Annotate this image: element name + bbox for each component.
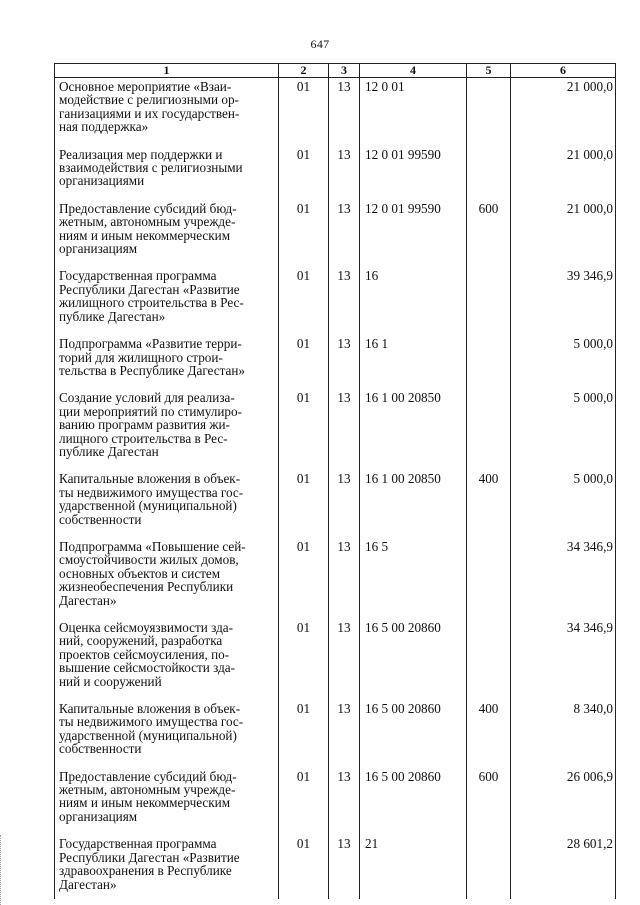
table-body — [55, 78, 616, 899]
section-code-cell: 01 — [279, 823, 329, 899]
target-article-cell: 16 5 — [360, 526, 467, 607]
amount-cell: 26 006,9 — [511, 756, 616, 824]
target-article-cell: 12 0 01 99590 — [360, 134, 467, 188]
section-code-cell: 01 — [279, 756, 329, 824]
amount-cell: 5 000,0 — [511, 458, 616, 526]
table-row — [55, 607, 616, 688]
section-code-cell: 01 — [279, 526, 329, 607]
column-header: 5 — [467, 64, 511, 78]
table-row — [55, 688, 616, 756]
section-code-cell: 01 — [279, 688, 329, 756]
subsection-code-cell: 13 — [329, 323, 360, 377]
target-article-cell: 16 — [360, 255, 467, 323]
expense-type-cell — [467, 134, 511, 188]
expense-type-cell: 400 — [467, 458, 511, 526]
amount-cell: 28 601,2 — [511, 823, 616, 899]
amount-cell: 21 000,0 — [511, 134, 616, 188]
target-article-cell: 16 5 00 20860 — [360, 688, 467, 756]
subsection-code-cell: 13 — [329, 823, 360, 899]
section-code-cell: 01 — [279, 377, 329, 458]
column-header: 6 — [511, 64, 616, 78]
expense-type-cell — [467, 255, 511, 323]
expense-type-cell: 600 — [467, 188, 511, 256]
expense-type-cell: 400 — [467, 688, 511, 756]
target-article-cell: 16 1 — [360, 323, 467, 377]
subsection-code-cell: 13 — [329, 756, 360, 824]
header-row — [55, 64, 616, 78]
table-row — [55, 134, 616, 188]
expense-type-cell — [467, 607, 511, 688]
target-article-cell: 16 5 00 20860 — [360, 756, 467, 824]
table-row — [55, 756, 616, 824]
subsection-code-cell: 13 — [329, 526, 360, 607]
amount-cell: 34 346,9 — [511, 607, 616, 688]
column-header: 4 — [360, 64, 467, 78]
column-header: 3 — [329, 64, 360, 78]
row-name-cell: Оценка сейсмоуязвимости зда- ний, сооружений, разработка проектов сейсмоусиления, по- вышение сейсмостойкости зда- ний и сооружений — [55, 607, 279, 688]
amount-cell: 8 340,0 — [511, 688, 616, 756]
table-row — [55, 823, 616, 899]
row-name-cell: Государственная программа Республики Дагестан «Развитие жилищного строительства в Рес- публике Дагестан» — [55, 255, 279, 323]
amount-cell: 5 000,0 — [511, 323, 616, 377]
amount-cell: 34 346,9 — [511, 526, 616, 607]
subsection-code-cell: 13 — [329, 134, 360, 188]
table-row — [55, 255, 616, 323]
table-row — [55, 458, 616, 526]
section-code-cell: 01 — [279, 458, 329, 526]
row-name-cell: Предоставление субсидий бюд- жетным, автономным учрежде- ниям и иным некоммерческим организациям — [55, 188, 279, 256]
subsection-code-cell: 13 — [329, 255, 360, 323]
page-number: 647 — [310, 37, 330, 51]
table-row — [55, 78, 616, 134]
target-article-cell: 16 5 00 20860 — [360, 607, 467, 688]
section-code-cell: 01 — [279, 323, 329, 377]
amount-cell: 39 346,9 — [511, 255, 616, 323]
section-code-cell: 01 — [279, 607, 329, 688]
row-name-cell: Создание условий для реализа- ции мероприятий по стимулиро- ванию программ развития жи- лищного строительства в Рес- публике Дагестан — [55, 377, 279, 458]
table-row — [55, 188, 616, 256]
subsection-code-cell: 13 — [329, 188, 360, 256]
amount-cell: 21 000,0 — [511, 78, 616, 134]
expense-type-cell: 600 — [467, 756, 511, 824]
amount-cell: 21 000,0 — [511, 188, 616, 256]
expense-type-cell — [467, 323, 511, 377]
section-code-cell: 01 — [279, 188, 329, 256]
target-article-cell: 12 0 01 — [360, 78, 467, 134]
budget-table — [54, 63, 616, 899]
subsection-code-cell: 13 — [329, 78, 360, 134]
row-name-cell: Государственная программа Республики Дагестан «Развитие здравоохранения в Республике Дагестан» — [55, 823, 279, 899]
subsection-code-cell: 13 — [329, 607, 360, 688]
row-name-cell: Капитальные вложения в объек- ты недвижимого имущества гос- ударственной (муниципальной) собственности — [55, 688, 279, 756]
subsection-code-cell: 13 — [329, 377, 360, 458]
row-name-cell: Основное мероприятие «Взаи- модействие с религиозными ор- ганизациями и их государствен- ная поддержка» — [55, 78, 279, 134]
target-article-cell: 12 0 01 99590 — [360, 188, 467, 256]
expense-type-cell — [467, 823, 511, 899]
column-header: 2 — [279, 64, 329, 78]
amount-cell: 5 000,0 — [511, 377, 616, 458]
table-row — [55, 377, 616, 458]
table-row — [55, 526, 616, 607]
expense-type-cell — [467, 377, 511, 458]
row-name-cell: Реализация мер поддержки и взаимодействия с религиозными организациями — [55, 134, 279, 188]
section-code-cell: 01 — [279, 78, 329, 134]
target-article-cell: 16 1 00 20850 — [360, 377, 467, 458]
column-header: 1 — [55, 64, 279, 78]
expense-type-cell — [467, 526, 511, 607]
scan-edge-mark — [0, 835, 9, 905]
target-article-cell: 16 1 00 20850 — [360, 458, 467, 526]
row-name-cell: Подпрограмма «Развитие терри- торий для жилищного строи- тельства в Республике Дагестан» — [55, 323, 279, 377]
row-name-cell: Предоставление субсидий бюд- жетным, автономным учрежде- ниям и иным некоммерческим организациям — [55, 756, 279, 824]
target-article-cell: 21 — [360, 823, 467, 899]
table-row — [55, 323, 616, 377]
row-name-cell: Капитальные вложения в объек- ты недвижимого имущества гос- ударственной (муниципальной) собственности — [55, 458, 279, 526]
row-name-cell: Подпрограмма «Повышение сей- смоустойчивости жилых домов, основных объектов и систем жизнеобеспечения Республики Дагестан» — [55, 526, 279, 607]
expense-type-cell — [467, 78, 511, 134]
section-code-cell: 01 — [279, 134, 329, 188]
subsection-code-cell: 13 — [329, 458, 360, 526]
section-code-cell: 01 — [279, 255, 329, 323]
subsection-code-cell: 13 — [329, 688, 360, 756]
